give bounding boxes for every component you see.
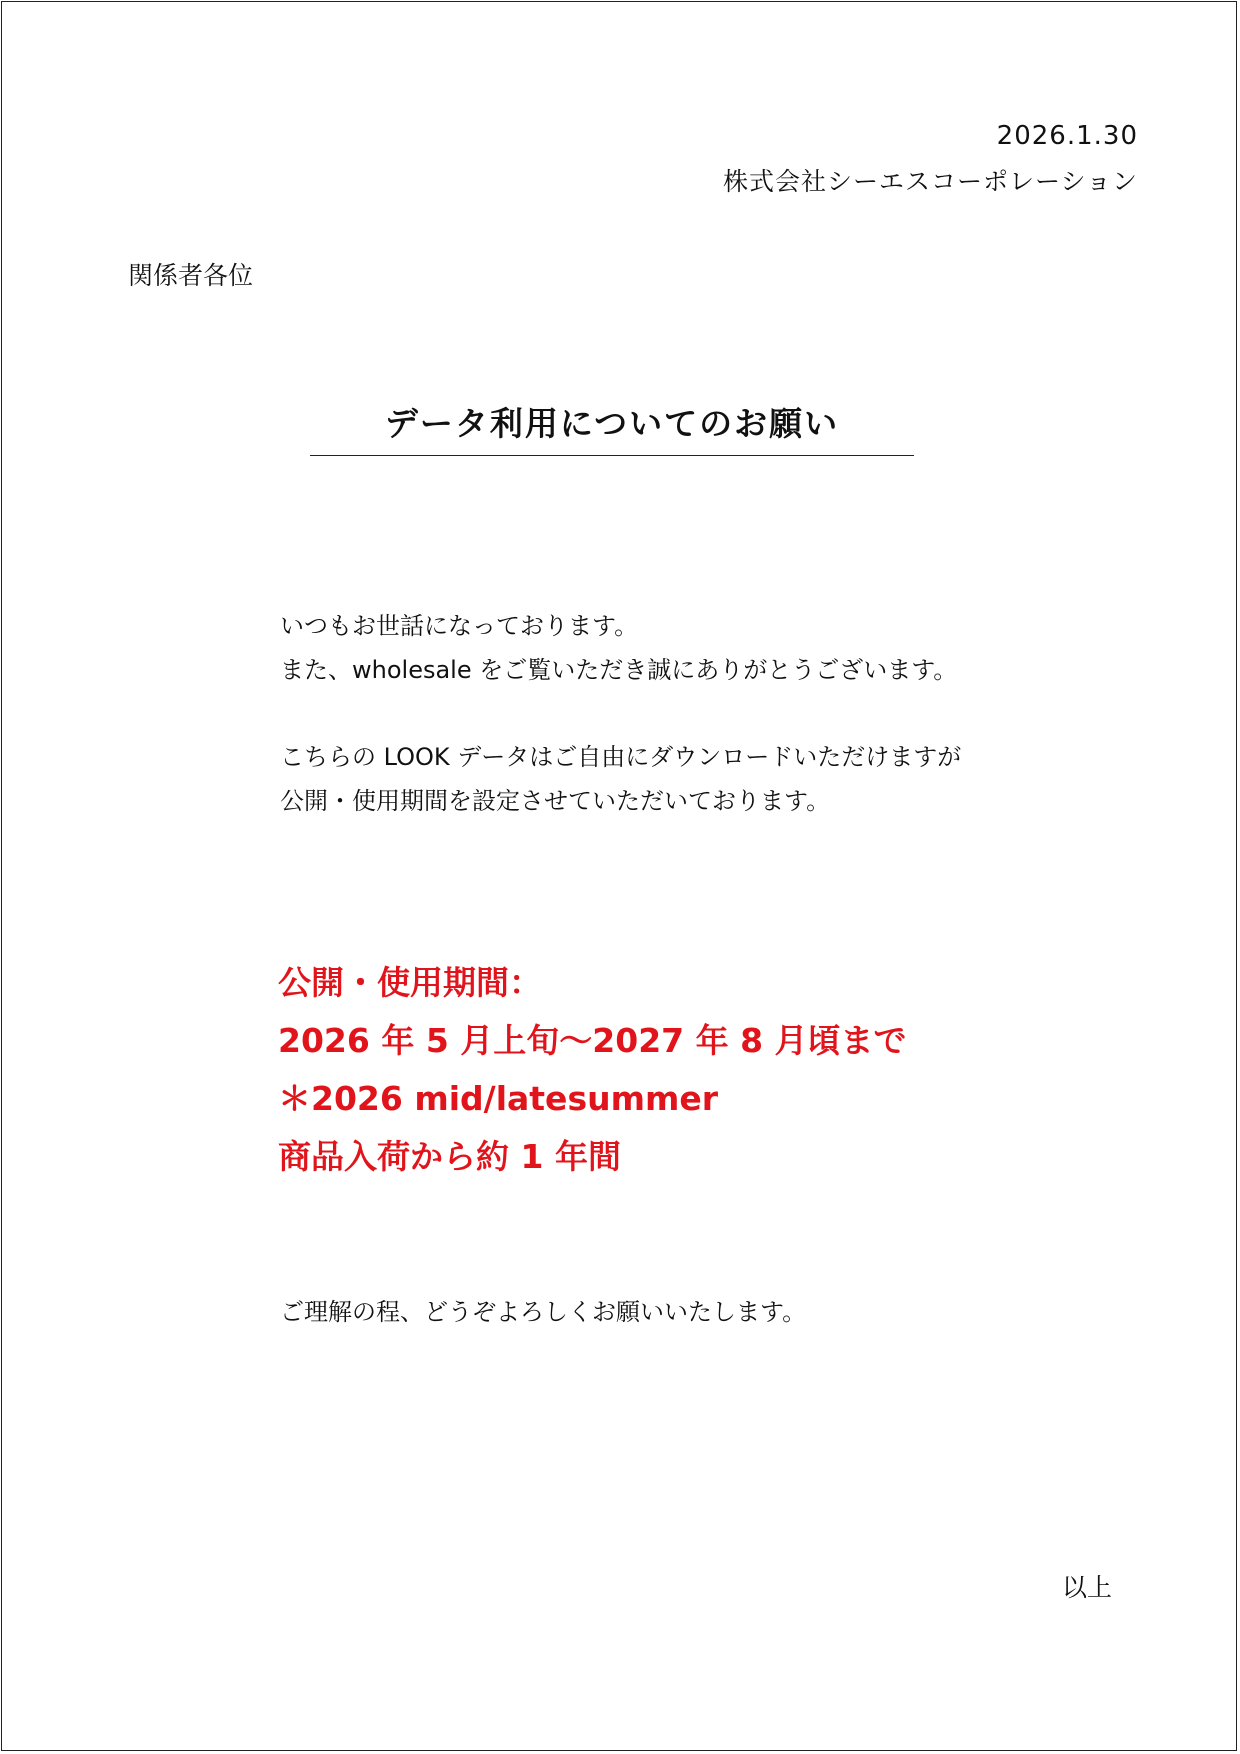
end-mark: 以上 bbox=[1061, 1573, 1112, 1602]
greeting-paragraph bbox=[280, 604, 957, 692]
notice-line-1: こちらの LOOK データはご自由にダウンロードいただけますが bbox=[280, 743, 962, 771]
usage-period-block bbox=[278, 954, 907, 1186]
title-underline bbox=[310, 398, 914, 456]
greeting-line-1: いつもお世話になっております。 bbox=[280, 612, 639, 640]
document-title: データ利用についてのお願い bbox=[384, 404, 840, 443]
document-date: 2026.1.30 bbox=[996, 121, 1138, 151]
usage-period-note: 商品入荷から約 1 年間 bbox=[278, 1137, 621, 1176]
usage-period-range: 2026 年 5 月上旬〜2027 年 8 月頃まで bbox=[278, 1021, 907, 1060]
greeting-line-2: また、wholesale をご覧いただき誠にありがとうございます。 bbox=[280, 656, 958, 684]
notice-paragraph bbox=[280, 735, 961, 823]
sender-company: 株式会社シーエスコーポレーション bbox=[722, 167, 1138, 196]
usage-period-label: 公開・使用期間： bbox=[278, 963, 542, 1002]
addressee: 関係者各位 bbox=[128, 261, 254, 290]
closing-paragraph bbox=[280, 1290, 806, 1334]
closing-line: ご理解の程、どうぞよろしくお願いいたします。 bbox=[280, 1298, 807, 1326]
usage-period-season: ＊2026 mid/latesummer bbox=[278, 1079, 719, 1118]
notice-line-2: 公開・使用期間を設定させていただいております。 bbox=[280, 787, 831, 815]
